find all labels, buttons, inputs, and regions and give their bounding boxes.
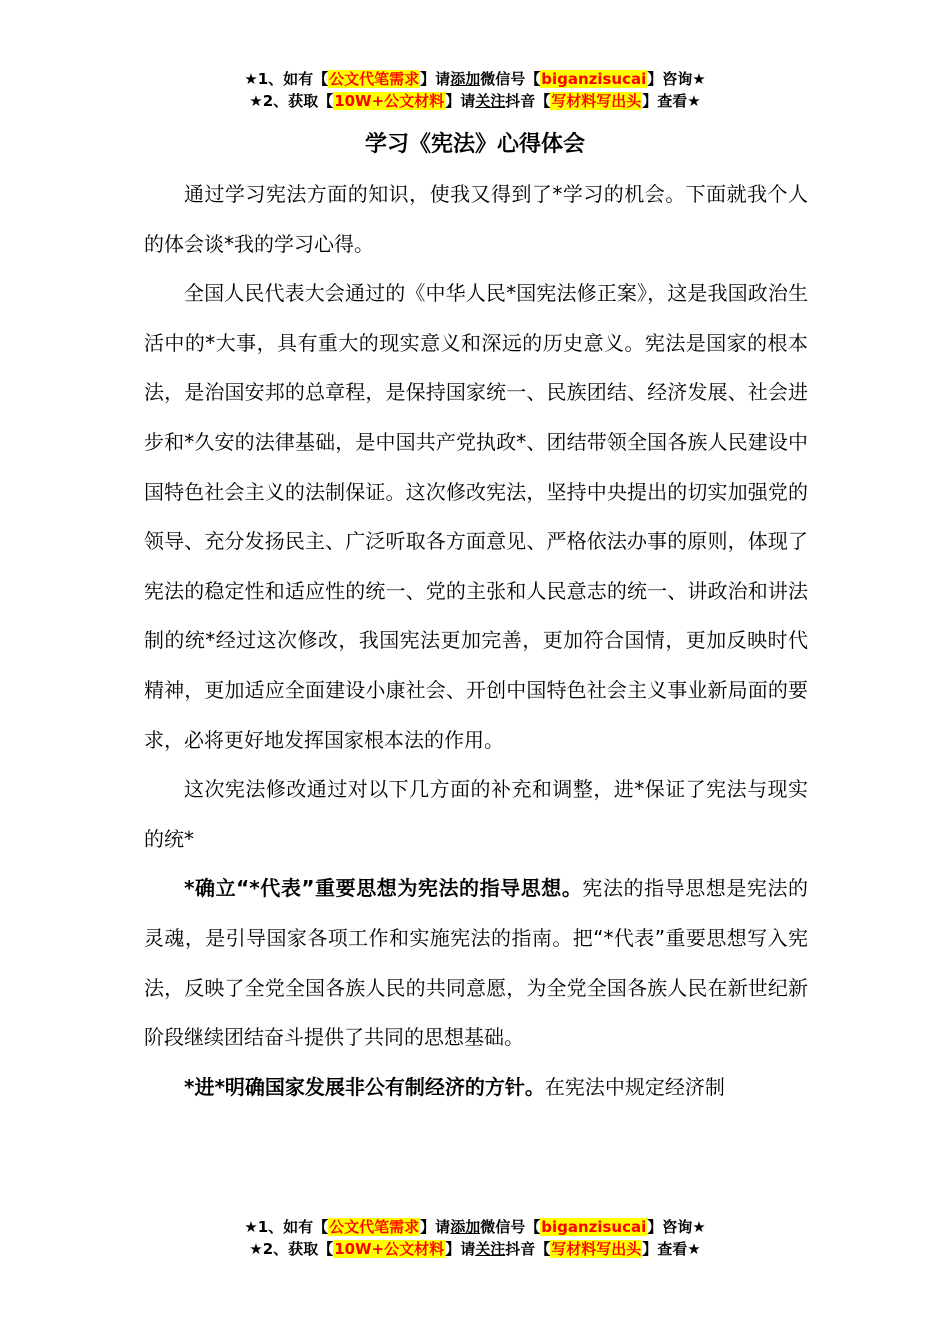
paragraph-5-heading: *进*明确国家发展非公有制经济的方针。 — [184, 1074, 545, 1099]
highlight-text: 10W+公文材料 — [334, 1240, 445, 1258]
highlight-text: 写材料写出头 — [551, 1240, 642, 1258]
document-title: 学习《宪法》心得体会 — [364, 132, 585, 157]
highlight-text: 公文代笔需求 — [329, 1218, 420, 1236]
paragraph-1: 通过学习宪法方面的知识，使我又得到了*学习的机会。下面就我个人的体会谈*我的学习心得。 — [144, 182, 808, 256]
paragraph-3: 这次宪法修改通过对以下几方面的补充和调整，进*保证了宪法与现实的统* — [144, 777, 808, 851]
highlight-text: 写材料写出头 — [551, 92, 642, 110]
highlight-text: biganzisucai — [541, 1218, 647, 1236]
document-body — [144, 170, 808, 1112]
paragraph-5 — [144, 1063, 808, 1113]
paragraph-4 — [144, 864, 808, 1062]
highlight-text: 公文代笔需求 — [329, 70, 420, 88]
promo-line-2: ★2、获取【10W+公文材料】请关注抖音【写材料写出头】查看★ — [249, 92, 701, 110]
paragraph-4-text: 宪法的指导思想是宪法的灵魂，是引导国家各项工作和实施宪法的指南。把“*代表”重要思想写入宪法，反映了全党全国各族人民的共同意愿，为全党全国各族人民在新世纪新阶段继续团结奋斗提供了共同的思想基础。 — [144, 876, 808, 1050]
highlight-text: biganzisucai — [541, 70, 647, 88]
promo-header — [0, 68, 950, 112]
underlined-text: 添加 — [450, 1218, 481, 1236]
underlined-text: 关注 — [475, 1240, 506, 1258]
paragraph-4-heading: *确立“*代表”重要思想为宪法的指导思想。 — [184, 876, 583, 901]
paragraph-2: 全国人民代表大会通过的《中华人民*国宪法修正案》，这是我国政治生活中的*大事，具有重大的现实意义和深远的历史意义。宪法是国家的根本法，是治国安邦的总章程，是保持国家统一、民族团结、经济发展、社会进步和*久安的法律基础，是中国共产党执政*、团结带领全国各族人民建设中国特色社会主义的法制保证。这次修改宪法，坚持中央提出的切实加强党的领导、充分发扬民主、广泛听取各方面意见、严格依法办事的原则，体现了宪法的稳定性和适应性的统一、党的主张和人民意志的统一、讲政治和讲法制的统*经过这次修改，我国宪法更加完善，更加符合国情，更加反映时代精神，更加适应全面建设小康社会、开创中国特色社会主义事业新局面的要求，必将更好地发挥国家根本法的作用。 — [144, 281, 808, 752]
promo-line-2: ★2、获取【10W+公文材料】请关注抖音【写材料写出头】查看★ — [249, 1240, 701, 1258]
promo-footer — [0, 1216, 950, 1260]
promo-line-1: ★1、如有【公文代笔需求】请添加微信号【biganzisucai】咨询★ — [244, 1218, 706, 1236]
paragraph-5-text: 在宪法中规定经济制 — [544, 1074, 725, 1099]
highlight-text: 10W+公文材料 — [334, 92, 445, 110]
promo-line-1: ★1、如有【公文代笔需求】请添加微信号【biganzisucai】咨询★ — [244, 70, 706, 88]
underlined-text: 关注 — [475, 92, 506, 110]
underlined-text: 添加 — [450, 70, 481, 88]
